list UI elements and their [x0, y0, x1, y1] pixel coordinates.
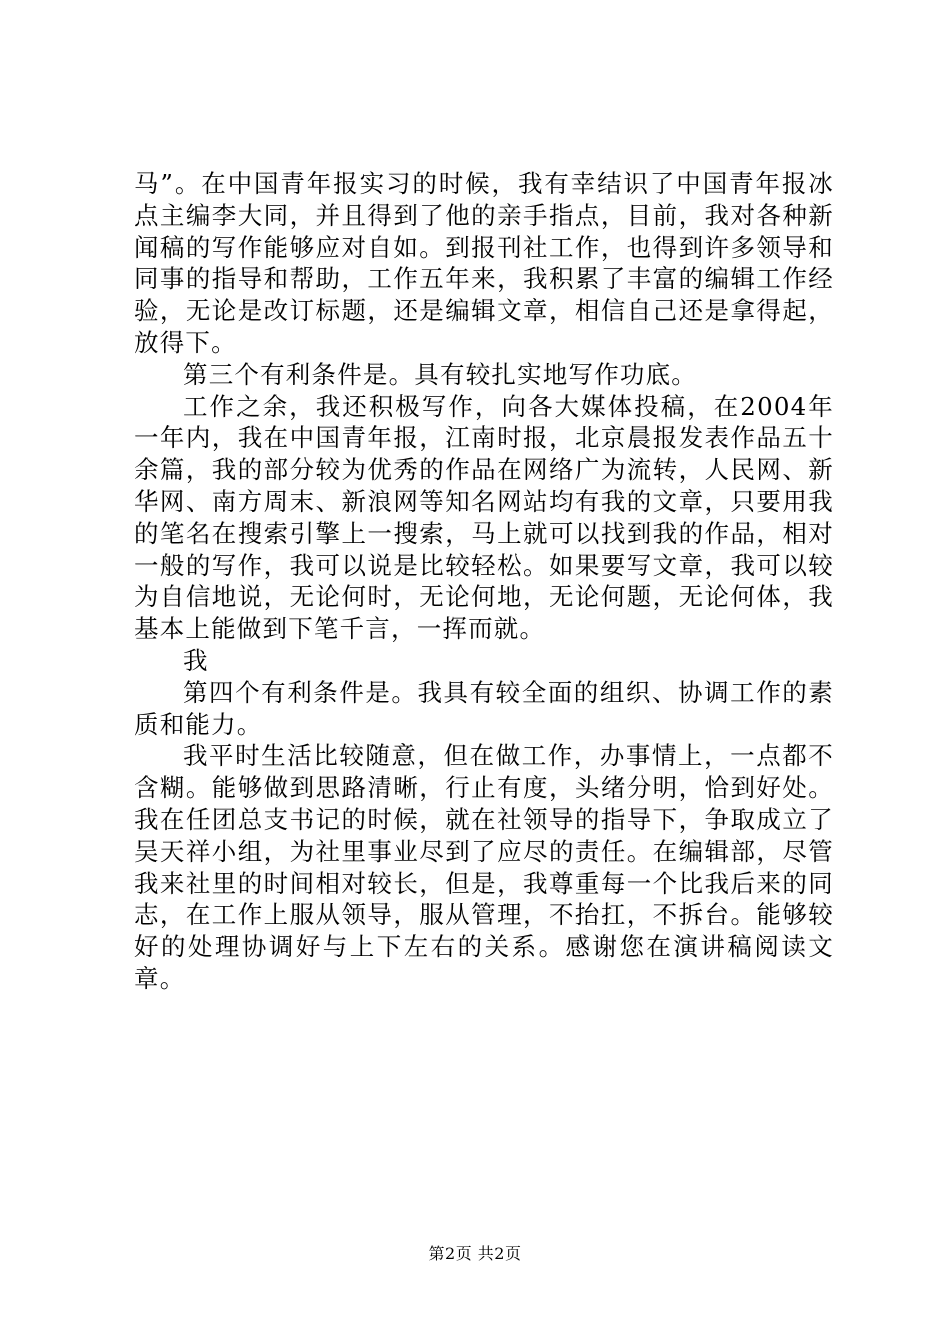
paragraph-2: 第三个有利条件是。具有较扎实地写作功底。 [183, 359, 697, 389]
paragraph-6: 我平时生活比较随意，但在做工作，办事情上，一点都不含糊。能够做到思路清晰，行止有度，头绪分明，恰到好处。我在任团总支书记的时候，就在社领导的指导下，争取成立了吴天祥小组，为社里事业尽到了应尽的责任。在编辑部，尽管我来社里的时间相对较长，但是，我尊重每一个比我后来的同志，在工作上服从领导，服从管理，不抬扛，不拆台。能够较好的处理协调好与上下左右的关系。感谢您在演讲稿阅读文章。 [134, 741, 834, 993]
paragraph-1: 马”。在中国青年报实习的时候，我有幸结识了中国青年报冰点主编李大同，并且得到了他的亲手指点，目前，我对各种新闻稿的写作能够应对自如。到报刊社工作，也得到许多领导和同事的指导和帮助，工作五年来，我积累了丰富的编辑工作经验，无论是改订标题，还是编辑文章，相信自己还是拿得起，放得下。 [134, 169, 834, 357]
document-body [134, 168, 834, 995]
paragraph-5: 第四个有利条件是。我具有较全面的组织、协调工作的素质和能力。 [134, 677, 834, 739]
paragraph-3: 工作之余，我还积极写作，向各大媒体投稿，在2004年一年内，我在中国青年报，江南时报，北京晨报发表作品五十余篇，我的部分较为优秀的作品在网络广为流转，人民网、新华网、南方周末、新浪网等知名网站均有我的文章，只要用我的笔名在搜索引擎上一搜索，马上就可以找到我的作品，相对一般的写作，我可以说是比较轻松。如果要写文章，我可以较为自信地说，无论何时，无论何地，无论何题，无论何体，我基本上能做到下笔千言，一挥而就。 [134, 391, 834, 644]
page-footer [0, 1244, 950, 1264]
paragraph-4: 我 [183, 645, 209, 675]
page-number-label: 第2页 共2页 [428, 1244, 522, 1263]
